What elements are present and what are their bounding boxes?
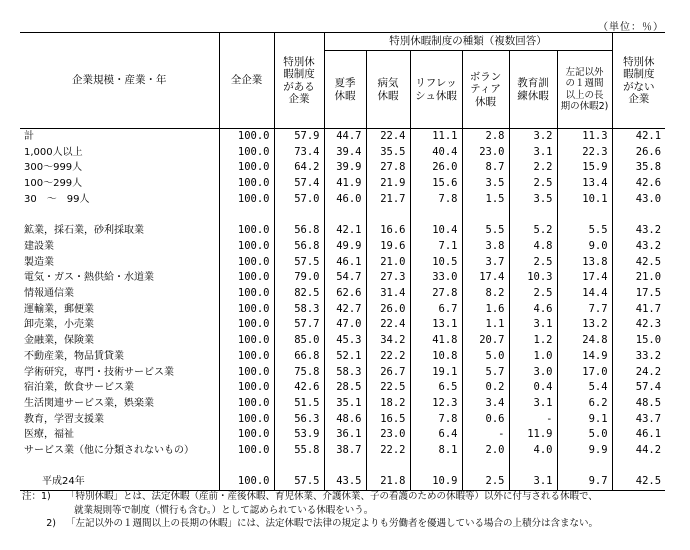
- cell-value: 17.4: [557, 270, 612, 286]
- cell-value: 56.8: [274, 223, 324, 239]
- cell-value: 4.6: [509, 302, 557, 318]
- header-line: 教育訓: [517, 77, 549, 89]
- table-row: [20, 380, 665, 396]
- cell-value: 100.0: [219, 176, 274, 192]
- header-line: リフレッ: [415, 77, 457, 89]
- cell-value: 43.2: [635, 224, 662, 237]
- cell-value: 35.5: [366, 145, 410, 161]
- cell-value: 57.7: [274, 317, 324, 333]
- cell-value: 39.4: [324, 145, 366, 161]
- cell-value: 46.1: [324, 255, 366, 271]
- cell-value: 5.4: [557, 380, 612, 396]
- cell-value: 27.8: [410, 286, 462, 302]
- cell-value: 100.0: [219, 427, 274, 443]
- cell-value: 7.7: [557, 302, 612, 318]
- cell-value: 100.0: [219, 474, 274, 490]
- header-with-leave: [274, 33, 324, 129]
- cell-value: 6.5: [410, 380, 462, 396]
- cell-value: 43.5: [324, 474, 366, 490]
- cell-value: 9.9: [557, 443, 612, 459]
- cell-value: 20.7: [462, 333, 509, 349]
- cell-value: 11.9: [509, 427, 557, 443]
- cell-value: 8.1: [410, 443, 462, 459]
- cell-value: 100.0: [219, 333, 274, 349]
- cell-value: 42.1: [324, 223, 366, 239]
- cell-value: 5.7: [462, 365, 509, 381]
- cell-value: 3.2: [509, 129, 557, 145]
- cell-value: 26.6: [635, 145, 662, 158]
- cell-value: 19.6: [366, 239, 410, 255]
- cell-value: 48.5: [635, 396, 662, 409]
- cell-value: 6.4: [410, 427, 462, 443]
- table-row: [20, 255, 665, 271]
- header-line: の１週間: [565, 78, 604, 89]
- header-type-1: [366, 51, 410, 129]
- cell-value: 10.9: [410, 474, 462, 490]
- header-category: 企業規模・産業・年: [20, 33, 219, 129]
- cell-value: 5.5: [557, 223, 612, 239]
- cell-value: 9.0: [557, 239, 612, 255]
- cell-value: 100.0: [219, 192, 274, 208]
- header-type-0: [324, 51, 366, 129]
- table-row: [20, 223, 665, 239]
- cell-value: 5.2: [509, 223, 557, 239]
- footnote-line: [22, 504, 672, 518]
- cell-value: 100.0: [219, 145, 274, 161]
- cell-value: 11.3: [557, 129, 612, 145]
- cell-value: 100.0: [219, 270, 274, 286]
- table-row: [20, 396, 665, 412]
- cell-value: 41.9: [324, 176, 366, 192]
- spacer-row: [20, 459, 665, 475]
- cell-value: 42.7: [324, 302, 366, 318]
- header-line: 暇制度: [283, 68, 315, 80]
- cell-value: 85.0: [274, 333, 324, 349]
- table-row: [20, 129, 665, 145]
- cell-value: 3.1: [509, 474, 557, 490]
- cell-value: 44.2: [635, 444, 662, 457]
- cell-value: 12.3: [410, 396, 462, 412]
- cell-value: 66.8: [274, 349, 324, 365]
- cell-value: 73.4: [274, 145, 324, 161]
- cell-value: 2.8: [462, 129, 509, 145]
- cell-value: 43.2: [635, 239, 662, 252]
- cell-value: 2.5: [462, 474, 509, 490]
- cell-value: 2.0: [462, 443, 509, 459]
- table-row: [20, 176, 665, 192]
- cell-value: 15.6: [410, 176, 462, 192]
- header-type-2: [410, 51, 462, 129]
- header-line: 夏季: [334, 77, 356, 89]
- cell-value: 3.7: [462, 255, 509, 271]
- cell-value: 5.0: [462, 349, 509, 365]
- row-label: 電気・ガス・熱供給・水道業: [20, 270, 219, 286]
- cell-value: 42.5: [635, 255, 662, 268]
- cell-value: 21.0: [635, 271, 662, 284]
- cell-value: 3.0: [509, 365, 557, 381]
- cell-value: 57.4: [274, 176, 324, 192]
- cell-value: 16.5: [366, 412, 410, 428]
- cell-value: 7.8: [410, 192, 462, 208]
- cell-value: 13.4: [557, 176, 612, 192]
- cell-value: 22.3: [557, 145, 612, 161]
- header-type-3: [462, 51, 509, 129]
- cell-value: 53.9: [274, 427, 324, 443]
- cell-value: 3.1: [509, 145, 557, 161]
- header-line: シュ休暇: [415, 89, 457, 102]
- cell-value: 33.0: [410, 270, 462, 286]
- table-row: [20, 302, 665, 318]
- cell-value: 42.5: [612, 474, 665, 490]
- cell-value: 8.2: [462, 286, 509, 302]
- cell-value: 10.3: [509, 270, 557, 286]
- cell-value: 57.5: [274, 474, 324, 490]
- cell-value: 100.0: [219, 349, 274, 365]
- cell-value: 10.5: [410, 255, 462, 271]
- row-label: 卸売業，小売業: [20, 317, 219, 333]
- cell-value: 33.2: [635, 349, 662, 362]
- footnote-text: 就業規則等で制度（慣行も含む。）として認められている休暇をいう。: [74, 504, 374, 516]
- cell-value: 100.0: [219, 255, 274, 271]
- cell-value: 15.0: [635, 334, 662, 347]
- cell-value: 100.0: [219, 160, 274, 176]
- cell-value: 8.7: [462, 160, 509, 176]
- table-row: [20, 333, 665, 349]
- cell-value: 0.4: [509, 380, 557, 396]
- row-label: 医療，福祉: [20, 427, 219, 443]
- cell-value: 100.0: [219, 443, 274, 459]
- cell-value: 54.7: [324, 270, 366, 286]
- footnotes: [22, 490, 672, 531]
- row-label: 情報通信業: [20, 286, 219, 302]
- cell-value: 57.5: [274, 255, 324, 271]
- cell-value: 14.4: [557, 286, 612, 302]
- cell-value: 1.5: [462, 192, 509, 208]
- cell-value: 100.0: [219, 317, 274, 333]
- cell-value: 58.3: [324, 365, 366, 381]
- table-row: [20, 239, 665, 255]
- cell-value: 100.0: [219, 396, 274, 412]
- cell-value: 0.2: [462, 380, 509, 396]
- row-label: 運輸業，郵便業: [20, 302, 219, 318]
- table-row: [20, 160, 665, 176]
- cell-value: 75.8: [274, 365, 324, 381]
- cell-value: -: [462, 427, 509, 443]
- header-all: 全企業: [219, 33, 274, 129]
- cell-value: -: [509, 412, 557, 428]
- row-label: 製造業: [20, 255, 219, 271]
- cell-value: 100.0: [219, 302, 274, 318]
- table-row: [20, 317, 665, 333]
- cell-value: 18.2: [366, 396, 410, 412]
- table-row: [20, 474, 665, 490]
- table-row: [20, 365, 665, 381]
- cell-value: 22.5: [366, 380, 410, 396]
- cell-value: 10.8: [410, 349, 462, 365]
- footnote-text: 「左記以外の１週間以上の長期の休暇」には、法定休暇で法律の規定よりも労働者を優遇している場合の上積分は含まない。: [66, 518, 599, 529]
- cell-value: 57.9: [274, 129, 324, 145]
- cell-value: 11.1: [410, 129, 462, 145]
- cell-value: 36.1: [324, 427, 366, 443]
- cell-value: 17.0: [557, 365, 612, 381]
- row-label: 100～299人: [20, 176, 219, 192]
- cell-value: 22.4: [366, 317, 410, 333]
- cell-value: 79.0: [274, 270, 324, 286]
- row-label: 1,000人以上: [20, 145, 219, 161]
- footnote-label: 2): [46, 518, 56, 529]
- table-row: [20, 443, 665, 459]
- cell-value: 6.7: [410, 302, 462, 318]
- cell-value: 3.5: [462, 176, 509, 192]
- cell-value: 43.0: [635, 192, 662, 205]
- cell-value: 21.9: [366, 176, 410, 192]
- header-line: 特別休: [283, 55, 315, 68]
- cell-value: 13.2: [557, 317, 612, 333]
- cell-value: 9.7: [557, 474, 612, 490]
- spacer-row: [20, 208, 665, 224]
- special-leave-table: [20, 32, 665, 491]
- cell-value: 34.2: [366, 333, 410, 349]
- cell-value: 35.1: [324, 396, 366, 412]
- cell-value: 100.0: [219, 412, 274, 428]
- cell-value: 57.4: [635, 381, 662, 394]
- row-label: サービス業（他に分類されないもの）: [20, 443, 219, 459]
- cell-value: 2.2: [509, 160, 557, 176]
- table-row: [20, 427, 665, 443]
- cell-value: 23.0: [366, 427, 410, 443]
- cell-value: 46.0: [324, 192, 366, 208]
- cell-value: 17.5: [635, 287, 662, 300]
- footnote-line: [22, 517, 672, 531]
- cell-value: 47.0: [324, 317, 366, 333]
- cell-value: 27.3: [366, 270, 410, 286]
- row-label: 宿泊業，飲食サービス業: [20, 380, 219, 396]
- header-line: ティア: [470, 83, 501, 96]
- cell-value: 39.9: [324, 160, 366, 176]
- cell-value: 38.7: [324, 443, 366, 459]
- cell-value: 22.2: [366, 349, 410, 365]
- row-label: 不動産業，物品賃貸業: [20, 349, 219, 365]
- cell-value: 3.1: [509, 317, 557, 333]
- cell-value: 100.0: [219, 380, 274, 396]
- cell-value: 1.1: [462, 317, 509, 333]
- cell-value: 31.4: [366, 286, 410, 302]
- header-line: ボラン: [469, 70, 502, 83]
- cell-value: 0.6: [462, 412, 509, 428]
- cell-value: 49.9: [324, 239, 366, 255]
- table-row: [20, 270, 665, 286]
- header-type-5: [557, 51, 612, 129]
- row-label: 30 ～ 99人: [20, 192, 219, 208]
- cell-value: 62.6: [324, 286, 366, 302]
- header-line: 練休暇: [517, 89, 549, 102]
- header-line: 暇制度: [623, 68, 655, 80]
- cell-value: 56.8: [274, 239, 324, 255]
- cell-value: 27.8: [366, 160, 410, 176]
- cell-value: 5.5: [462, 223, 509, 239]
- header-line: 休暇: [334, 89, 356, 102]
- cell-value: 4.8: [509, 239, 557, 255]
- cell-value: 15.9: [557, 160, 612, 176]
- cell-value: 35.8: [635, 161, 662, 174]
- cell-value: 26.0: [410, 160, 462, 176]
- cell-value: 45.3: [324, 333, 366, 349]
- cell-value: 40.4: [410, 145, 462, 161]
- cell-value: 3.4: [462, 396, 509, 412]
- cell-value: 52.1: [324, 349, 366, 365]
- row-label: 300～999人: [20, 160, 219, 176]
- header-line: 病気: [377, 77, 399, 89]
- cell-value: 14.9: [557, 349, 612, 365]
- header-line: 以上の長: [565, 89, 604, 101]
- row-label: 教育，学習支援業: [20, 412, 219, 428]
- header-line: 左記以外: [565, 66, 604, 78]
- cell-value: 9.1: [557, 412, 612, 428]
- cell-value: 46.1: [635, 428, 662, 441]
- cell-value: 13.8: [557, 255, 612, 271]
- cell-value: 82.5: [274, 286, 324, 302]
- cell-value: 42.6: [635, 177, 662, 190]
- cell-value: 57.0: [274, 192, 324, 208]
- cell-value: 28.5: [324, 380, 366, 396]
- footnote-line: [22, 490, 672, 504]
- cell-value: 1.6: [462, 302, 509, 318]
- table-row: [20, 145, 665, 161]
- cell-value: 23.0: [462, 145, 509, 161]
- row-label: 建設業: [20, 239, 219, 255]
- cell-value: 16.6: [366, 223, 410, 239]
- row-label: 生活関連サービス業，娯楽業: [20, 396, 219, 412]
- table-row: [20, 286, 665, 302]
- cell-value: 10.1: [557, 192, 612, 208]
- cell-value: 6.2: [557, 396, 612, 412]
- header-line: 期の休暇2): [560, 101, 609, 112]
- cell-value: 5.0: [557, 427, 612, 443]
- cell-value: 3.1: [509, 396, 557, 412]
- header-line: 休暇: [377, 89, 399, 102]
- cell-value: 22.2: [366, 443, 410, 459]
- cell-value: 7.8: [410, 412, 462, 428]
- cell-value: 3.8: [462, 239, 509, 255]
- header-type-4: [509, 51, 557, 129]
- cell-value: 2.5: [509, 286, 557, 302]
- cell-value: 58.3: [274, 302, 324, 318]
- cell-value: 44.7: [324, 129, 366, 145]
- cell-value: 42.6: [274, 380, 324, 396]
- cell-value: 42.3: [635, 318, 662, 331]
- header-line: がない: [623, 80, 655, 93]
- cell-value: 100.0: [219, 239, 274, 255]
- cell-value: 41.7: [635, 302, 662, 315]
- cell-value: 42.1: [635, 130, 662, 142]
- cell-value: 21.7: [366, 192, 410, 208]
- cell-value: 17.4: [462, 270, 509, 286]
- cell-value: 55.8: [274, 443, 324, 459]
- table-row: [20, 349, 665, 365]
- cell-value: 26.7: [366, 365, 410, 381]
- cell-value: 100.0: [219, 129, 274, 145]
- cell-value: 4.0: [509, 443, 557, 459]
- footnote-label: 注：1): [22, 491, 51, 502]
- cell-value: 1.2: [509, 333, 557, 349]
- header-line: 企業: [288, 93, 310, 105]
- cell-value: 100.0: [219, 223, 274, 239]
- cell-value: 24.8: [557, 333, 612, 349]
- header-without-leave: [612, 33, 665, 129]
- header-line: がある: [283, 80, 315, 93]
- cell-value: 2.5: [509, 176, 557, 192]
- footnote-text: 「特別休暇」とは、法定休暇（産前・産後休暇、育児休業、介護休業、子の看護のための休暇等）以外に付与される休暇で、: [66, 491, 598, 502]
- unit-label: （単位：％）: [598, 22, 664, 33]
- cell-value: 51.5: [274, 396, 324, 412]
- cell-value: 100.0: [219, 365, 274, 381]
- table-row: [20, 412, 665, 428]
- cell-value: 21.0: [366, 255, 410, 271]
- cell-value: 48.6: [324, 412, 366, 428]
- cell-value: 56.3: [274, 412, 324, 428]
- cell-value: 19.1: [410, 365, 462, 381]
- header-types-group: 特別休暇制度の種類（複数回答）: [324, 33, 612, 51]
- cell-value: 41.8: [410, 333, 462, 349]
- cell-value: 2.5: [509, 255, 557, 271]
- cell-value: 43.7: [635, 412, 662, 425]
- cell-value: 21.8: [366, 474, 410, 490]
- header-line: 特別休: [623, 55, 655, 68]
- cell-value: 3.5: [509, 192, 557, 208]
- row-label: 平成24年: [20, 474, 219, 490]
- row-label: 計: [20, 129, 219, 145]
- cell-value: 64.2: [274, 160, 324, 176]
- header-line: 休暇: [475, 95, 496, 108]
- cell-value: 100.0: [219, 286, 274, 302]
- cell-value: 13.1: [410, 317, 462, 333]
- cell-value: 26.0: [366, 302, 410, 318]
- row-label: 学術研究，専門・技術サービス業: [20, 365, 219, 381]
- table-row: [20, 192, 665, 208]
- row-label: 金融業，保険業: [20, 333, 219, 349]
- cell-value: 7.1: [410, 239, 462, 255]
- cell-value: 24.2: [635, 365, 662, 378]
- cell-value: 1.0: [509, 349, 557, 365]
- header-line: 企業: [628, 93, 650, 105]
- row-label: 鉱業，採石業，砂利採取業: [20, 223, 219, 239]
- cell-value: 10.4: [410, 223, 462, 239]
- cell-value: 22.4: [366, 129, 410, 145]
